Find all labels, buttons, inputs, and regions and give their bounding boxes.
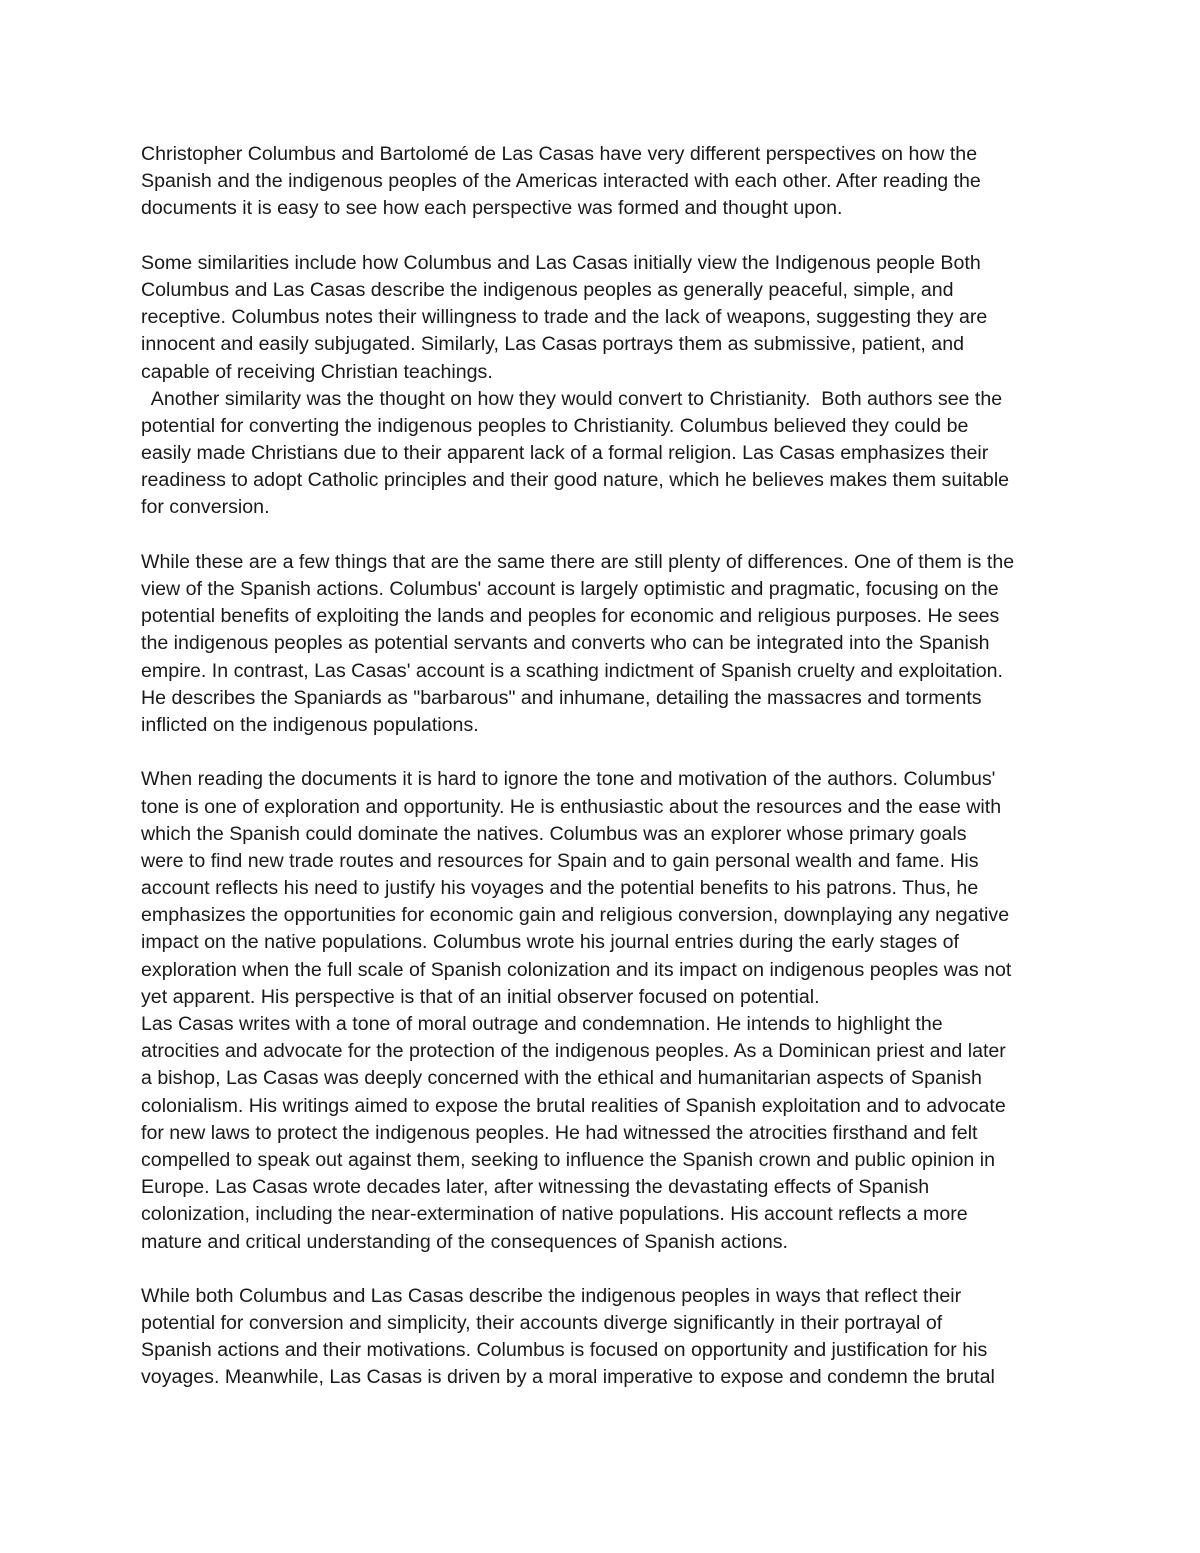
paragraph-tone-motivation [141, 766, 1071, 1255]
document-body [141, 141, 1071, 1392]
text-line: Christopher Columbus and Bartolomé de Las Casas have very different perspectives on how the [141, 143, 978, 165]
text-line: were to find new trade routes and resources for Spain and to gain personal wealth and fame. His [141, 849, 979, 872]
text-line: Europe. Las Casas wrote decades later, after witnessing the devastating effects of Spanish [141, 1176, 930, 1199]
text-line: mature and critical understanding of the consequences of Spanish actions. [141, 1230, 788, 1253]
text-line: Another similarity was the thought on how they would convert to Christianity. Both authors see the [141, 387, 1003, 410]
text-line: When reading the documents it is hard to ignore the tone and motivation of the authors. Columbus' [141, 768, 996, 791]
text-line: Las Casas writes with a tone of moral outrage and condemnation. He intends to highlight the [141, 1013, 943, 1035]
text-line: for new laws to protect the indigenous peoples. He had witnessed the atrocities firsthand and felt [141, 1121, 978, 1144]
text-line: tone is one of exploration and opportunity. He is enthusiastic about the resources and the ease with [141, 795, 1002, 818]
text-line: easily made Christians due to their apparent lack of a formal religion. Las Casas emphasizes their [141, 442, 989, 465]
text-line: the indigenous peoples as potential servants and converts who can be integrated into the Spanish [141, 632, 990, 655]
text-line: While both Columbus and Las Casas describe the indigenous peoples in ways that reflect their [141, 1284, 962, 1307]
paragraph-differences [141, 549, 1071, 739]
text-line: colonialism. His writings aimed to expose the brutal realities of Spanish exploitation and to advocate [141, 1094, 1006, 1117]
text-line: potential benefits of exploiting the lands and peoples for economic and religious purposes. He sees [141, 605, 1000, 628]
text-line: for conversion. [141, 496, 270, 519]
text-line: emphasizes the opportunities for economic gain and religious conversion, downplaying any negative [141, 904, 1010, 927]
text-line: impact on the native populations. Columbus wrote his journal entries during the early stages of [141, 931, 959, 954]
text-line: documents it is easy to see how each perspective was formed and thought upon. [141, 197, 843, 220]
text-line: innocent and easily subjugated. Similarly, Las Casas portrays them as submissive, patient, and [141, 333, 964, 356]
text-line: potential for conversion and simplicity, their accounts diverge significantly in their portrayal of [141, 1312, 943, 1335]
text-line: readiness to adopt Catholic principles and their good nature, which he believes makes them suitable [141, 469, 1010, 492]
paragraph-intro [141, 141, 1071, 223]
text-line: account reflects his need to justify his voyages and the potential benefits to his patrons. Thus, he [141, 877, 979, 900]
text-line: Spanish actions and their motivations. Columbus is focused on opportunity and justification for his [141, 1339, 988, 1362]
text-line: a bishop, Las Casas was deeply concerned with the ethical and humanitarian aspects of Spanish [141, 1067, 982, 1090]
paragraph-conclusion [141, 1283, 1071, 1392]
paragraph-gap [141, 223, 1071, 250]
text-line: inflicted on the indigenous populations. [141, 713, 479, 736]
text-line: view of the Spanish actions. Columbus' account is largely optimistic and pragmatic, focusing on the [141, 578, 999, 600]
paragraph-similarities [141, 250, 1071, 522]
text-line: While these are a few things that are the same there are still plenty of differences. One of them is the [141, 550, 1015, 573]
text-line: Spanish and the indigenous peoples of the Americas interacted with each other. After reading the [141, 170, 981, 193]
text-line: receptive. Columbus notes their willingness to trade and the lack of weapons, suggesting they are [141, 306, 988, 329]
paragraph-gap [141, 522, 1071, 549]
paragraph-gap [141, 739, 1071, 766]
text-line: capable of receiving Christian teachings. [141, 360, 493, 383]
text-line: colonization, including the near-extermination of native populations. His account reflects a more [141, 1203, 968, 1226]
text-line: He describes the Spaniards as "barbarous" and inhumane, detailing the massacres and torments [141, 686, 982, 709]
text-line: Columbus and Las Casas describe the indigenous peoples as generally peaceful, simple, and [141, 278, 954, 301]
text-line: potential for converting the indigenous peoples to Christianity. Columbus believed they could be [141, 414, 969, 437]
text-line: exploration when the full scale of Spanish colonization and its impact on indigenous peoples was not [141, 958, 1012, 981]
text-line: atrocities and advocate for the protection of the indigenous peoples. As a Dominican priest and later [141, 1040, 1006, 1063]
text-line: compelled to speak out against them, seeking to influence the Spanish crown and public opinion in [141, 1148, 995, 1171]
text-line: voyages. Meanwhile, Las Casas is driven by a moral imperative to expose and condemn the brutal [141, 1366, 995, 1389]
paragraph-gap [141, 1256, 1071, 1283]
text-line: Some similarities include how Columbus and Las Casas initially view the Indigenous people Both [141, 251, 981, 274]
text-line: which the Spanish could dominate the natives. Columbus was an explorer whose primary goals [141, 822, 967, 845]
text-line: empire. In contrast, Las Casas' account is a scathing indictment of Spanish cruelty and exploitation. [141, 659, 1003, 682]
text-line: yet apparent. His perspective is that of an initial observer focused on potential. [141, 985, 820, 1008]
